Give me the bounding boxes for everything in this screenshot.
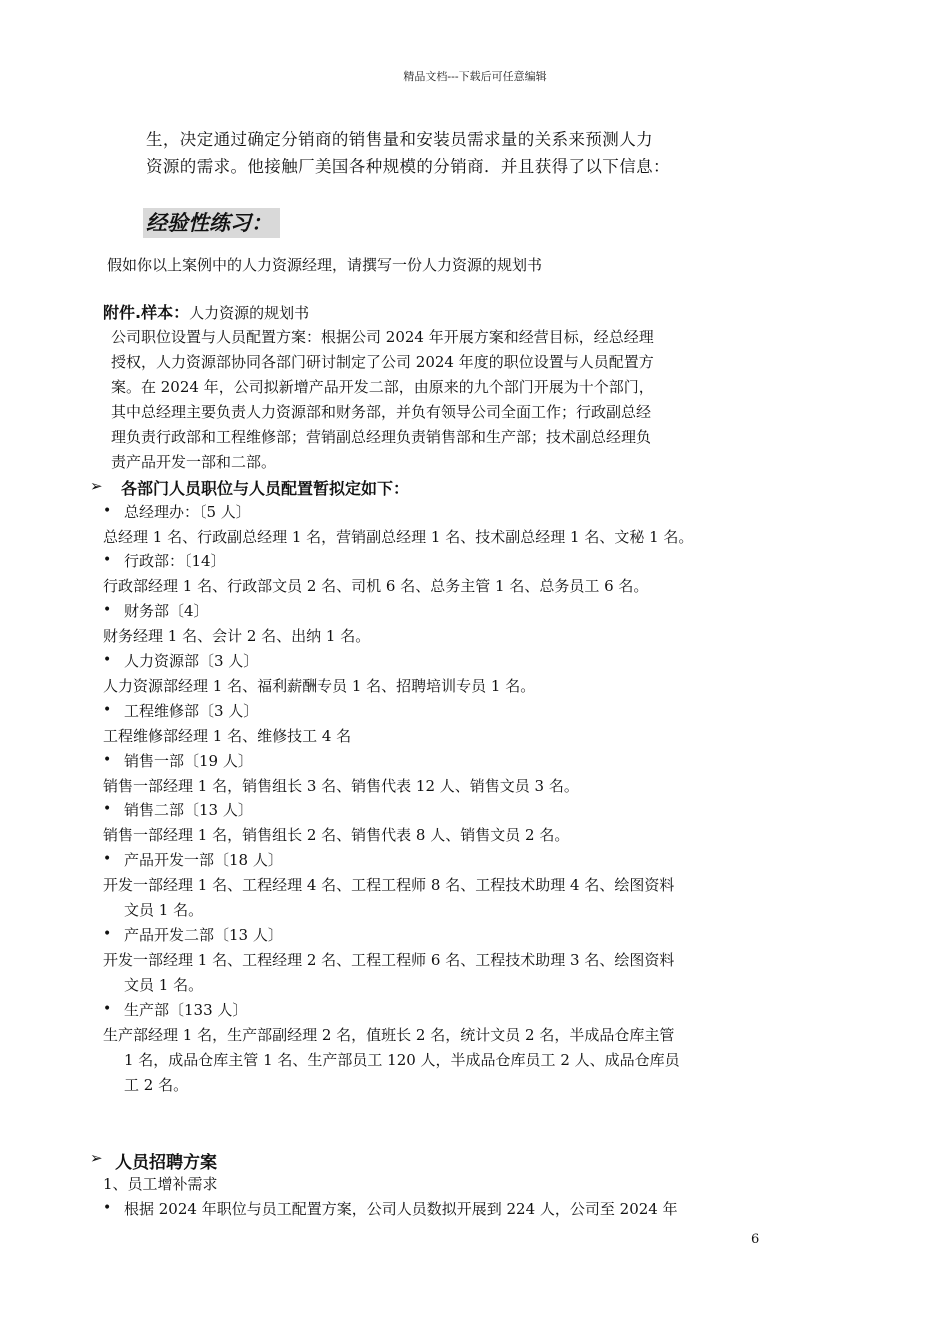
dept-staff-line: 文员 1 名。 bbox=[124, 901, 204, 919]
dept-name: 总经理办：〔5 人〕 bbox=[124, 503, 251, 521]
dept-staff-line: 总经理 1 名、行政副总经理 1 名，营销副总经理 1 名、技术副总经理 1 名、文秘 1 名。 bbox=[103, 528, 694, 546]
bullet-icon: • bbox=[103, 801, 112, 817]
bullet-icon: • bbox=[103, 851, 112, 867]
dept-staff-line: 销售一部经理 1 名，销售组长 2 名、销售代表 8 人、销售文员 2 名。 bbox=[103, 826, 570, 844]
dept-staff-line: 工 2 名。 bbox=[124, 1076, 189, 1094]
dept-name: 人力资源部〔3 人〕 bbox=[124, 652, 259, 670]
page-number: 6 bbox=[751, 1232, 760, 1247]
section1-title: 各部门人员职位与人员配置暂拟定如下： bbox=[121, 479, 410, 498]
dept-name: 行政部：〔14〕 bbox=[124, 552, 226, 570]
bullet-icon: • bbox=[103, 602, 112, 618]
appendix-para-line: 案。在 2024 年，公司拟新增产品开发二部，由原来的九个部门开展为十个部门， bbox=[111, 378, 654, 396]
bullet-icon: • bbox=[103, 503, 112, 519]
dept-staff-line: 生产部经理 1 名，生产部副经理 2 名，值班长 2 名，统计文员 2 名，半成品仓库主管 bbox=[103, 1026, 675, 1044]
section-arrow-icon: ➢ bbox=[90, 477, 103, 495]
dept-staff-line: 文员 1 名。 bbox=[124, 976, 204, 994]
dept-name: 销售一部〔19 人〕 bbox=[124, 752, 253, 770]
dept-staff-line: 销售一部经理 1 名，销售组长 3 名、销售代表 12 人、销售文员 3 名。 bbox=[103, 777, 579, 795]
dept-name: 销售二部〔13 人〕 bbox=[124, 801, 253, 819]
section2-text: 根据 2024 年职位与员工配置方案，公司人员数拟开展到 224 人，公司至 2024 年 bbox=[124, 1200, 678, 1218]
appendix-para-line: 理负责行政部和工程维修部；营销副总经理负责销售部和生产部；技术副总经理负 bbox=[111, 428, 652, 446]
dept-staff-line: 工程维修部经理 1 名、维修技工 4 名 bbox=[103, 727, 352, 745]
dept-staff-line: 财务经理 1 名、会计 2 名、出纳 1 名。 bbox=[103, 627, 371, 645]
exercise-text: 假如你以上案例中的人力资源经理，请撰写一份人力资源的规划书 bbox=[107, 256, 543, 274]
dept-name: 财务部〔4〕 bbox=[124, 602, 209, 620]
bullet-icon: • bbox=[103, 1200, 112, 1216]
bullet-icon: • bbox=[103, 552, 112, 568]
appendix-para-line: 责产品开发一部和二部。 bbox=[111, 453, 277, 471]
bullet-icon: • bbox=[103, 652, 112, 668]
section-arrow-icon: ➢ bbox=[90, 1149, 103, 1167]
appendix-label: 附件.样本： bbox=[103, 303, 190, 322]
intro-line-2: 资源的需求。他接触厂美国各种规模的分销商．并且获得了以下信息： bbox=[146, 157, 670, 176]
dept-name: 生产部〔133 人〕 bbox=[124, 1001, 248, 1019]
appendix-title: 人力资源的规划书 bbox=[189, 304, 310, 322]
dept-name: 工程维修部〔3 人〕 bbox=[124, 702, 259, 720]
dept-staff-line: 1 名，成品仓库主管 1 名、生产部员工 120 人，半成品仓库员工 2 人、成品仓库员 bbox=[124, 1051, 680, 1069]
bullet-icon: • bbox=[103, 1001, 112, 1017]
appendix-heading bbox=[103, 300, 309, 323]
intro-line-1: 生，决定通过确定分销商的销售量和安装员需求量的关系来预测人力 bbox=[146, 130, 653, 149]
bullet-icon: • bbox=[103, 926, 112, 942]
exercise-heading: 经验性练习： bbox=[143, 208, 280, 238]
bullet-icon: • bbox=[103, 702, 112, 718]
section2-title: 人员招聘方案 bbox=[115, 1153, 217, 1173]
dept-staff-line: 开发一部经理 1 名、工程经理 4 名、工程工程师 8 名、工程技术助理 4 名、绘图资料 bbox=[103, 876, 675, 894]
dept-staff-line: 人力资源部经理 1 名、福利薪酬专员 1 名、招聘培训专员 1 名。 bbox=[103, 677, 536, 695]
page-header: 精品文档---下载后可任意编辑 bbox=[403, 70, 547, 83]
dept-name: 产品开发一部〔18 人〕 bbox=[124, 851, 283, 869]
appendix-para-line: 授权，人力资源部协同各部门研讨制定了公司 2024 年度的职位设置与人员配置方 bbox=[111, 353, 654, 371]
bullet-icon: • bbox=[103, 752, 112, 768]
appendix-para-line: 公司职位设置与人员配置方案：根据公司 2024 年开展方案和经营目标，经总经理 bbox=[111, 328, 654, 346]
dept-name: 产品开发二部〔13 人〕 bbox=[124, 926, 283, 944]
appendix-para-line: 其中总经理主要负责人力资源部和财务部，并负有领导公司全面工作；行政副总经 bbox=[111, 403, 652, 421]
section2-subheading: 1、员工增补需求 bbox=[103, 1175, 218, 1193]
dept-staff-line: 行政部经理 1 名、行政部文员 2 名、司机 6 名、总务主管 1 名、总务员工 6 名。 bbox=[103, 577, 649, 595]
dept-staff-line: 开发一部经理 1 名、工程经理 2 名、工程工程师 6 名、工程技术助理 3 名、绘图资料 bbox=[103, 951, 675, 969]
